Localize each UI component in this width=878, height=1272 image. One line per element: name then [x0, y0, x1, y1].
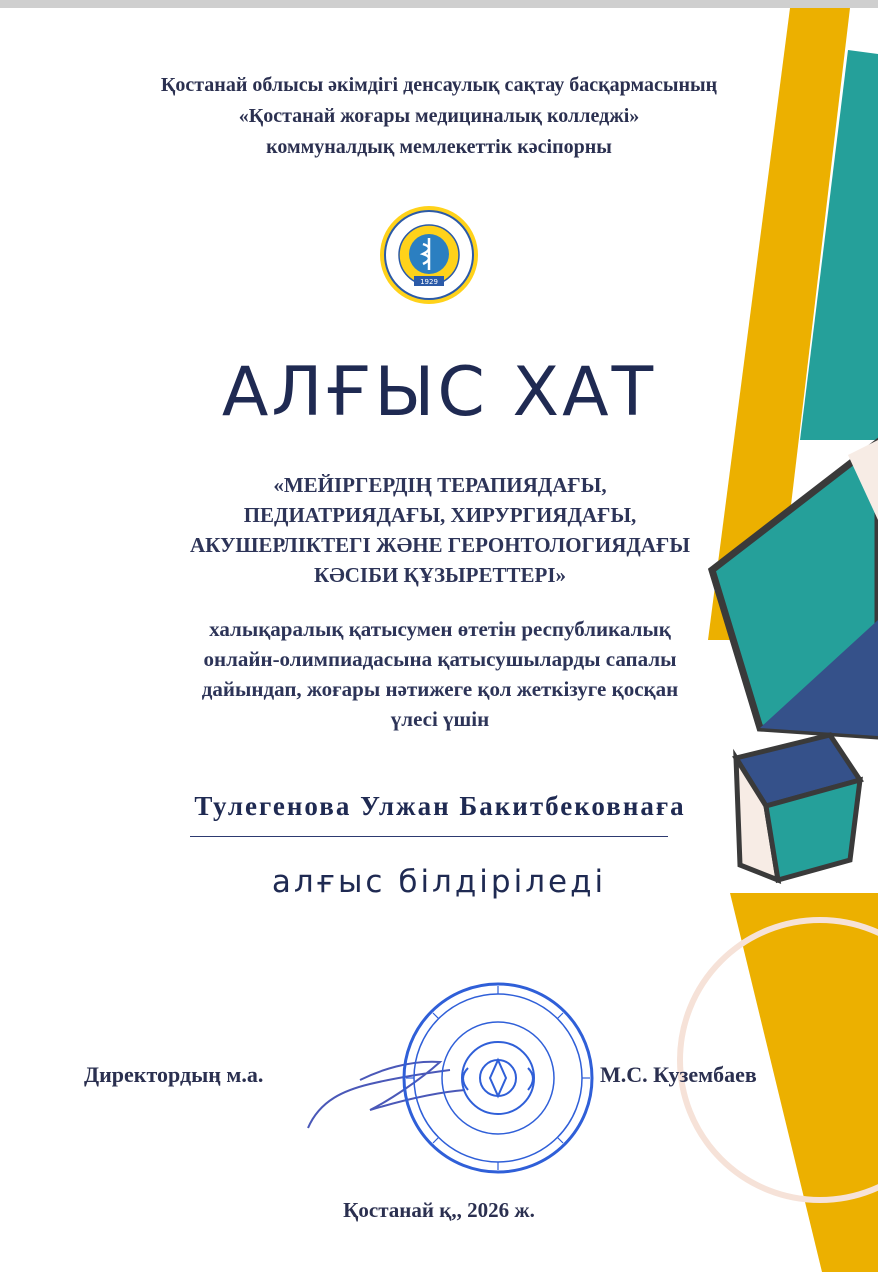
header-line-3: коммуналдық мемлекеттік кәсіпорны [266, 136, 612, 158]
header-line-2: «Қостанай жоғары медициналық колледжі» [238, 105, 640, 127]
signatory-title: Директордың м.а. [84, 1062, 264, 1087]
description-line-4: үлесі үшін [390, 707, 490, 731]
thanks-text: алғыс білдіріледі [271, 864, 607, 900]
place-and-date: Қостанай қ,, 2026 ж. [343, 1198, 535, 1222]
olympiad-line-1: «МЕЙІРГЕРДІҢ ТЕРАПИЯДАҒЫ, [273, 473, 607, 497]
issuer-header [0, 70, 878, 163]
college-logo [378, 204, 480, 306]
olympiad-line-4: КӘСІБИ ҚҰЗЫРЕТТЕРІ» [314, 563, 566, 587]
svg-text:1929: 1929 [420, 278, 438, 286]
official-stamp [398, 978, 598, 1178]
signatory-name: М.С. Кузембаев [600, 1062, 757, 1087]
recipient-underline [190, 836, 668, 837]
olympiad-name [100, 470, 780, 590]
olympiad-line-3: АКУШЕРЛІКТЕГІ ЖӘНЕ ГЕРОНТОЛОГИЯДАҒЫ [189, 533, 691, 557]
description-line-1: халықаралық қатысумен өтетін республикалық [209, 617, 671, 641]
description-line-3: дайындап, жоғары нәтижеге қол жеткізуге қосқан [201, 677, 679, 701]
recipient-name: Тулегенова Улжан Бакитбековнаға [194, 791, 686, 821]
description-line-2: онлайн-олимпиадасына қатысушыларды сапалы [203, 647, 677, 671]
certificate-title: АЛҒЫС ХАТ [221, 353, 657, 432]
description [110, 614, 770, 734]
header-line-1: Қостанай облысы әкімдігі денсаулық сақтау басқармасының [160, 74, 718, 96]
olympiad-line-2: ПЕДИАТРИЯДАҒЫ, ХИРУРГИЯДАҒЫ, [243, 503, 637, 527]
